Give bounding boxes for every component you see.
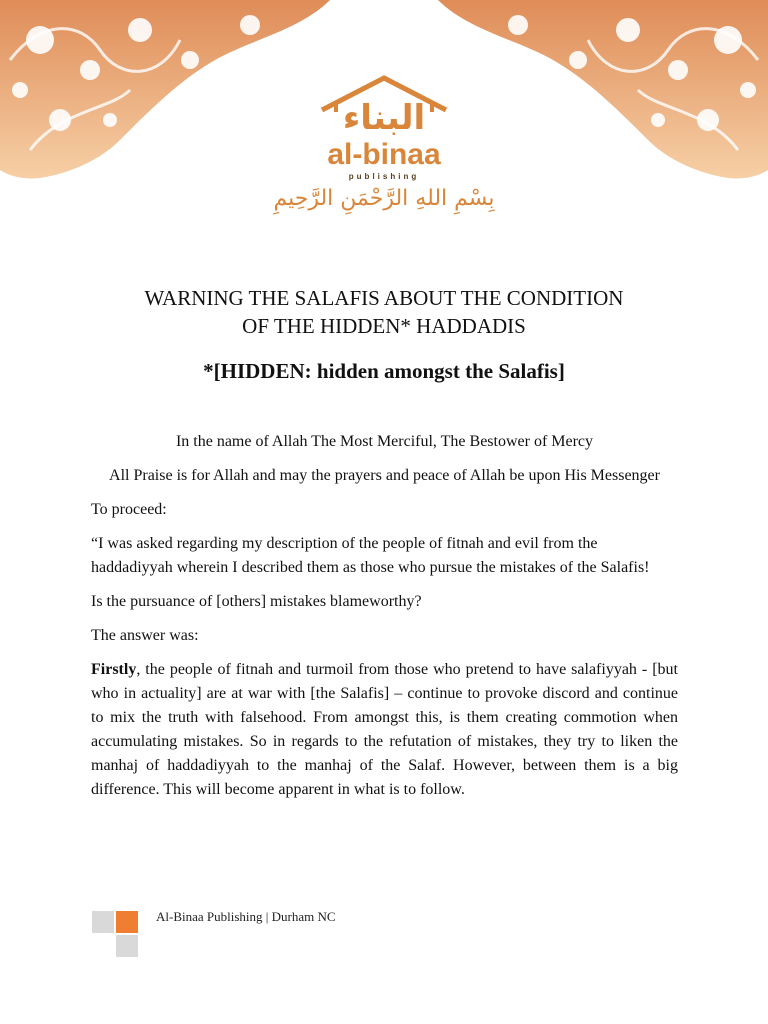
document-body — [91, 430, 678, 802]
brand-sub: publishing — [348, 172, 420, 181]
footer — [0, 905, 768, 965]
footer-square-orange — [116, 911, 138, 933]
page-title — [60, 284, 708, 340]
footer-text: Al-Binaa Publishing | Durham NC — [156, 909, 336, 924]
firstly-paragraph — [91, 658, 678, 802]
quote-paragraph: “I was asked regarding my description of the people of fitnah and evil from the haddadiyyah wherein I described them as those who pursue the mistakes of the Salafis! — [91, 535, 650, 576]
logo — [0, 70, 768, 138]
praise-line: All Praise is for Allah and may the prayers and peace of Allah be upon His Messenger — [109, 467, 660, 484]
footer-square-grey-2 — [116, 935, 138, 957]
page-subtitle: *[HIDDEN: hidden amongst the Salafis] — [203, 359, 565, 383]
firstly-label: Firstly — [91, 661, 137, 678]
proceed-line: To proceed: — [91, 501, 167, 518]
question-line: Is the pursuance of [others] mistakes blameworthy? — [91, 593, 422, 610]
arabic-logo-text: البناء — [342, 98, 426, 138]
title-line-1: WARNING THE SALAFIS ABOUT THE CONDITION — [144, 286, 624, 310]
firstly-text: , the people of fitnah and turmoil from those who pretend to have salafiyyah - [but who in actuality] are at war with [the Salafis] – continue to provoke discord and continue to mix the truth with falsehood. From amongst this, is them creating commotion when accumulating mistakes. So in regards to the refutation of mistakes, they try to liken the manhaj of haddadiyyah to the manhaj of the Salaf. However, between them is a big difference. This will become apparent in what is to follow. — [91, 661, 678, 798]
title-line-2: OF THE HIDDEN* HADDADIS — [242, 314, 526, 338]
bismillah-line: In the name of Allah The Most Merciful, The Bestower of Mercy — [175, 433, 594, 450]
brand-name: al-binaa — [327, 138, 441, 171]
footer-square-grey-1 — [92, 911, 114, 933]
basmala: بِسْمِ اللهِ الرَّحْمَنِ الرَّحِيمِ — [273, 186, 495, 211]
answer-intro: The answer was: — [91, 627, 199, 644]
